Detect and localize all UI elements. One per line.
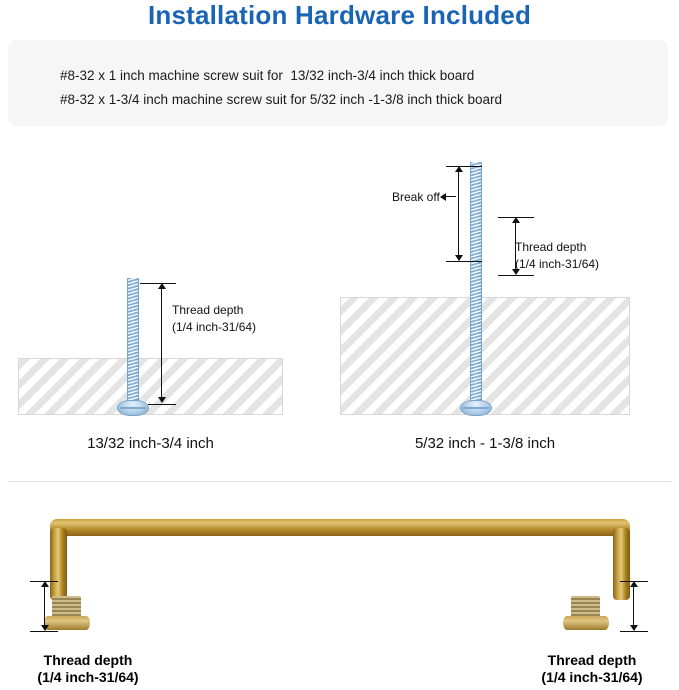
break-off-tick-top	[446, 166, 482, 167]
handle-right-leg	[613, 528, 630, 600]
left-caption: 13/32 inch-3/4 inch	[87, 435, 214, 452]
section-divider	[8, 481, 671, 482]
handle-right-dim-tick-bottom	[620, 631, 648, 632]
left-dim-arrow-bottom	[158, 397, 166, 403]
left-dim-tick-top	[140, 283, 176, 284]
break-off-label: Break off	[392, 190, 440, 204]
left-thread-depth-label-2: (1/4 inch-31/64)	[172, 320, 257, 334]
right-screw-shaft	[470, 162, 482, 408]
left-thread-depth-label-1: Thread depth	[172, 303, 244, 317]
handle-right-thread-depth-label-2: (1/4 inch-31/64)	[541, 669, 643, 685]
right-screw-threads	[471, 162, 481, 408]
left-board	[18, 358, 283, 415]
right-dim-tick-top	[498, 217, 534, 218]
break-off-tick-bottom	[446, 261, 482, 262]
handle-left-dim-line	[44, 586, 45, 628]
page-title: Installation Hardware Included	[147, 0, 532, 30]
note-line-1: #8-32 x 1 inch machine screw suit for 13/32 inch-3/4 inch thick board	[60, 68, 475, 83]
right-thread-depth-label-2: (1/4 inch-31/64)	[515, 257, 600, 271]
right-screw-head-slot	[463, 407, 489, 409]
right-board	[340, 297, 630, 415]
left-screw-shaft	[127, 278, 139, 408]
left-dim-vertical-line	[161, 288, 162, 400]
note-line-2: #8-32 x 1-3/4 inch machine screw suit for 5/32 inch -1-3/8 inch thick board	[60, 92, 502, 107]
handle-left-thread-depth-label-2: (1/4 inch-31/64)	[37, 669, 139, 685]
hardware-note-box	[8, 40, 668, 126]
handle-bar	[50, 519, 630, 536]
handle-left-foot-plate	[44, 616, 90, 630]
left-dim-tick-bottom	[148, 404, 176, 405]
handle-right-dim-tick-top	[620, 581, 648, 582]
handle-right-foot-plate	[563, 616, 609, 630]
handle-right-dim-line	[633, 586, 634, 628]
right-caption: 5/32 inch - 1-3/8 inch	[414, 435, 556, 452]
handle-left-thread-depth-label-1: Thread depth	[43, 652, 133, 668]
break-off-leader-arrow	[440, 193, 446, 201]
handle-left-dim-tick-bottom	[30, 631, 58, 632]
left-screw-head-slot	[120, 407, 146, 409]
handle-right-thread-depth-label-1: Thread depth	[547, 652, 637, 668]
break-off-dim-vertical-line	[458, 172, 459, 260]
left-screw-threads	[128, 278, 138, 408]
right-thread-depth-label-1: Thread depth	[515, 240, 587, 254]
right-dim-tick-bottom	[498, 275, 534, 276]
handle-left-leg	[50, 528, 67, 600]
handle-left-dim-tick-top	[30, 581, 58, 582]
